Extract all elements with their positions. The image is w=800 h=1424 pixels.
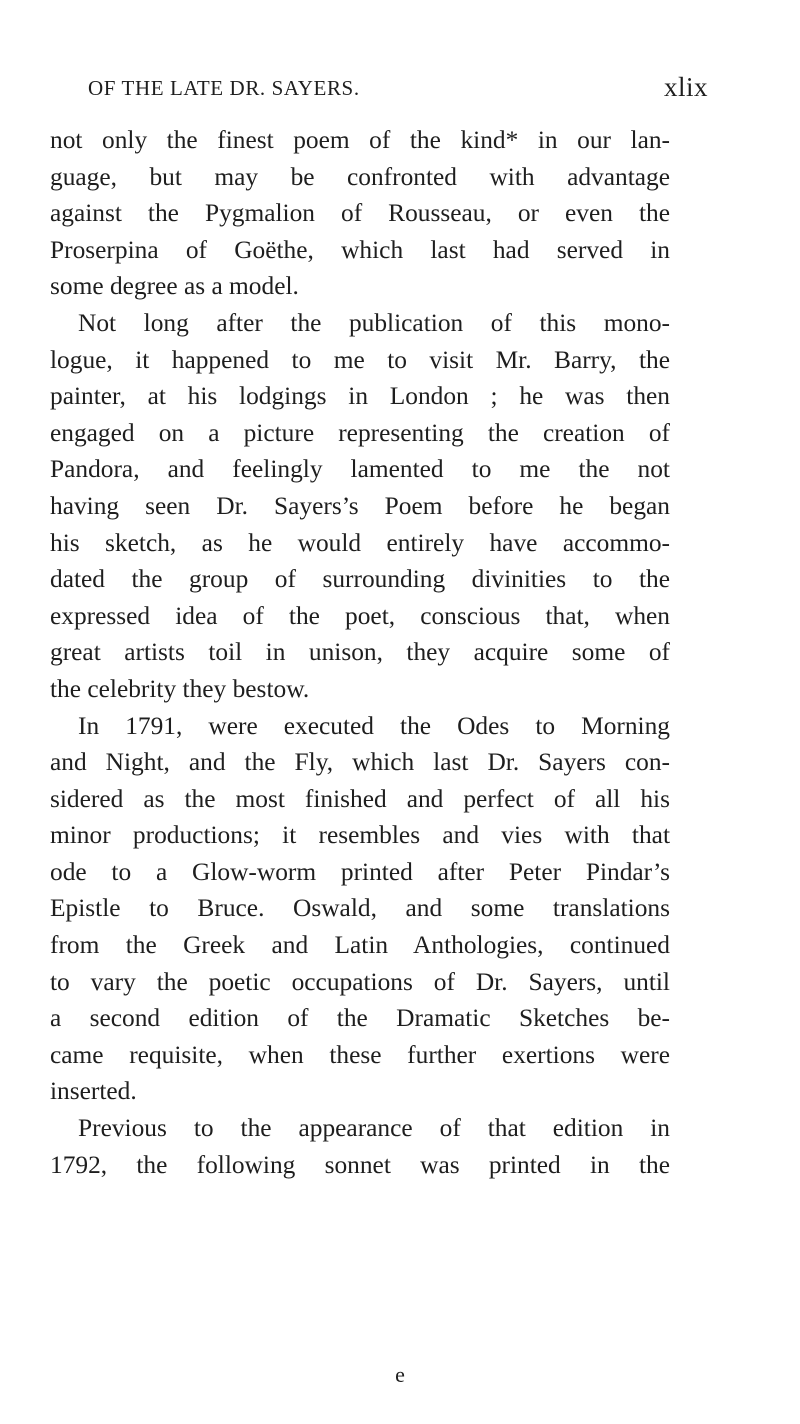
text-line: Not long after the publication of this mono- [78,308,670,337]
text-line: Previous to the appearance of that edition in [78,1114,670,1143]
text-line: and Night, and the Fly, which last Dr. Sayers con- [50,748,670,777]
text-line: painter, at his lodgings in London ; he was then [50,382,670,411]
text-line: Epistle to Bruce. Oswald, and some translations [50,894,670,923]
text-line: inserted. [50,1077,137,1106]
text-line: Pandora, and feelingly lamented to me the not [50,455,670,484]
text-line: 1792, the following sonnet was printed in the [50,1150,670,1179]
text-line: the celebrity they bestow. [50,674,310,703]
text-line: some degree as a model. [50,272,299,301]
text-line: engaged on a picture representing the creation of [50,418,670,447]
text-line: to vary the poetic occupations of Dr. Sayers, until [50,967,670,996]
page-number: xlix [663,72,708,102]
text-line: from the Greek and Latin Anthologies, continued [50,931,670,960]
text-line: having seen Dr. Sayers’s Poem before he began [50,491,670,520]
text-line: In 1791, were executed the Odes to Morning [78,711,670,740]
signature-mark: e [395,1362,405,1387]
text-line: not only the finest poem of the kind* in our lan- [50,126,670,154]
text-line: came requisite, when these further exertions were [50,1040,670,1069]
body-text [50,122,670,1183]
text-line: great artists toil in unison, they acquire some of [50,638,670,667]
text-line: against the Pygmalion of Rousseau, or even the [50,199,670,228]
running-head [88,72,708,112]
text-line: ode to a Glow-worm printed after Peter Pindar’s [50,857,670,886]
text-line: his sketch, as he would entirely have accommo- [50,528,670,557]
text-line: sidered as the most finished and perfect of all his [50,784,670,813]
text-line: guage, but may be confronted with advantage [50,162,670,191]
text-line: Proserpina of Goëthe, which last had served in [50,235,670,264]
text-line: logue, it happened to me to visit Mr. Barry, the [50,345,670,374]
running-title: OF THE LATE DR. SAYERS. [88,76,360,100]
text-line: a second edition of the Dramatic Sketches be- [50,1004,670,1033]
text-line: dated the group of surrounding divinities to the [50,565,670,594]
text-line: minor productions; it resembles and vies with that [50,821,670,850]
text-line: expressed idea of the poet, conscious that, when [50,601,670,630]
